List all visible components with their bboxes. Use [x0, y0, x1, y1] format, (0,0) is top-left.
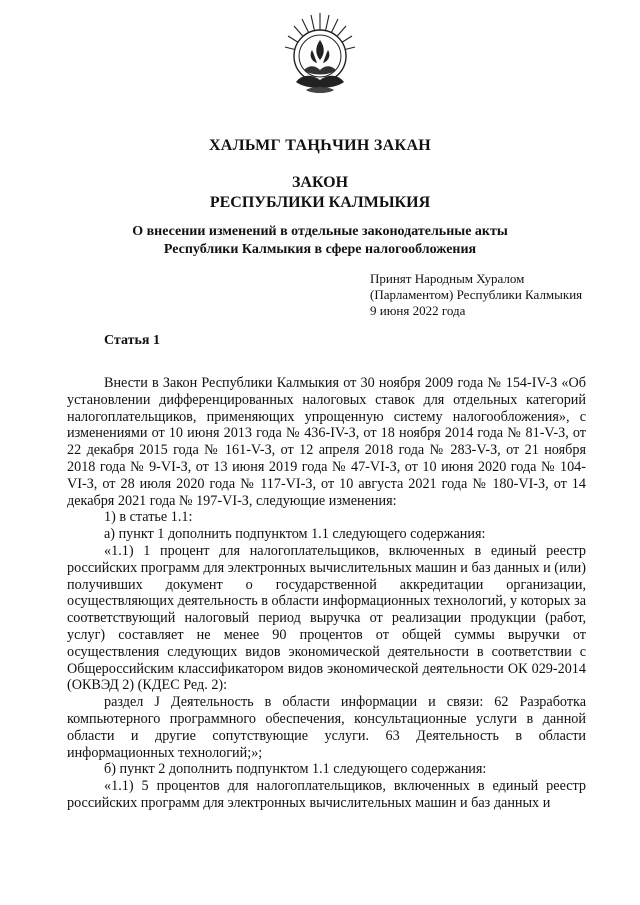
law-subject-line-1: О внесении изменений в отдельные законодательные акты — [132, 224, 508, 239]
adoption-line-1: Принят Народным Хуралом — [370, 271, 525, 286]
kalmykia-emblem-icon — [282, 10, 358, 96]
paragraph: раздел J Деятельность в области информации и связи: 62 Разработка компьютерного программного обеспечения, консультационные услуги в данной области и другие сопутствующие услуги. 63 Деятельность в области информационных технологий;»; — [67, 694, 586, 761]
paragraph: 1) в статье 1.1: — [104, 509, 193, 526]
republic-title: РЕСПУБЛИКИ КАЛМЫКИЯ — [209, 194, 431, 211]
paragraph: а) пункт 1 дополнить подпунктом 1.1 следующего содержания: — [104, 526, 486, 543]
kalmyk-law-title: ХАЛЬМГ ТАҢҺЧИН ЗАКАН — [208, 137, 432, 154]
adoption-line-2: (Парламентом) Республики Калмыкия — [370, 287, 583, 302]
paragraph: Внести в Закон Республики Калмыкия от 30 ноября 2009 года № 154-IV-З «Об установлении дифференцированных налоговых ставок для отдельных категорий налогоплательщиков, применяющих упрощенную систему налогообложения», с изменениями от 10 июня 2013 года № 436-IV-З, от 18 ноября 2014 года № 81-V-З, от 22 декабря 2015 года № 161-V-З, от 12 апреля 2018 года № 283-V-З, от 21 ноября 2018 года № 9-VI-З, от 13 июня 2019 года № 47-VI-З, от 10 июня 2020 года № 104-VI-З, от 28 июля 2020 года № 117-VI-З, от 10 августа 2021 года № 180-VI-З, от 14 декабря 2021 года № 197-VI-З, следующие изменения: — [67, 375, 586, 509]
paragraph: «1.1) 5 процентов для налогоплательщиков, включенных в единый реестр российских программ для электронных вычислительных машин и баз данных и — [67, 778, 586, 811]
paragraph: «1.1) 1 процент для налогоплательщиков, включенных в единый реестр российских программ для электронных вычислительных машин и баз данных и (или) получивших документ о государственной аккредитации организации, осуществляющих деятельность в области информационных технологий, у которых за соответствующий налоговый период выручка от реализации продукции (работ, услуг) составляет не менее 90 процентов от общей суммы выручки от осуществления следующих видов экономической деятельности в соответствии с Общероссийским классификатором видов экономической деятельности ОК 029-2014 (ОКВЭД 2) (КДЕС Ред. 2): — [67, 542, 586, 694]
adoption-note — [370, 271, 582, 319]
paragraph: б) пункт 2 дополнить подпунктом 1.1 следующего содержания: — [104, 761, 487, 778]
law-label: ЗАКОН — [291, 174, 349, 191]
adoption-date: 9 июня 2022 года — [370, 303, 466, 318]
article-title: Статья 1 — [104, 333, 160, 348]
article-body — [67, 375, 586, 812]
law-subject-line-2: Республики Калмыкия в сфере налогообложения — [163, 242, 477, 257]
